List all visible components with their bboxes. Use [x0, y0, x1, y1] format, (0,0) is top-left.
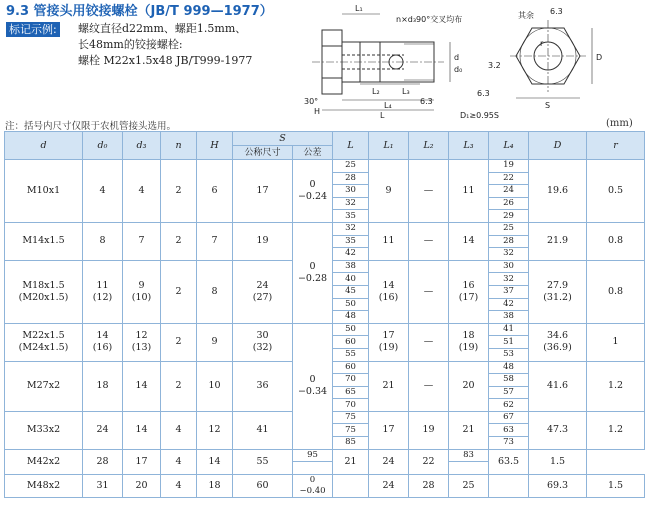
header-d: d — [5, 132, 83, 160]
cell-n: 2 — [161, 222, 197, 260]
marking-example — [78, 21, 252, 69]
table-row — [5, 449, 645, 462]
cell-d3 — [123, 323, 161, 361]
value-alt: (16) — [92, 342, 113, 354]
cell-l3: 14 — [449, 222, 489, 260]
header-l2: L₂ — [409, 132, 449, 160]
cell-dd: 63.5 — [489, 449, 529, 474]
header-l: L — [333, 132, 369, 160]
table-row — [5, 474, 645, 497]
cell-l4: 42 — [489, 298, 529, 311]
cell-l: 48 — [333, 311, 369, 324]
cell-s: 36 — [233, 361, 293, 411]
tol-lower: −0.34 — [297, 386, 328, 398]
cell-l: 30 — [333, 185, 369, 198]
bolt-spec-table — [4, 131, 645, 498]
cell-d3: 14 — [123, 361, 161, 411]
value-main: 14 — [96, 330, 109, 342]
value-main: 27.9 — [546, 279, 569, 291]
header-s: S — [233, 132, 333, 146]
cell-d0 — [83, 260, 123, 323]
cell-n: 2 — [161, 160, 197, 223]
cell-l1 — [369, 260, 409, 323]
cell-l3: 25 — [449, 474, 489, 497]
cell-dd: 19.6 — [529, 160, 587, 223]
cell-s: 55 — [233, 449, 293, 474]
cell-l4 — [489, 474, 529, 497]
value-main: M22x1.5 — [22, 330, 65, 342]
cell-l: 42 — [333, 248, 369, 261]
value-alt: (17) — [458, 291, 479, 303]
cell-r: 0.8 — [587, 260, 645, 323]
cell-h: 8 — [197, 260, 233, 323]
cell-d0: 8 — [83, 222, 123, 260]
cell-l: 35 — [333, 235, 369, 248]
cell-s-tolerance — [293, 222, 333, 323]
cell-l: 85 — [333, 437, 369, 450]
tol-upper: 0 — [309, 178, 316, 190]
cell-l: 70 — [333, 399, 369, 412]
tol-upper: 0 — [309, 374, 316, 386]
label-l4: L₄ — [384, 101, 392, 110]
cell-n: 2 — [161, 361, 197, 411]
cell-l2: — — [409, 260, 449, 323]
value-main: 14 — [382, 279, 395, 291]
marking-example-tag: 标记示例: — [6, 22, 60, 37]
cell-l: 45 — [333, 285, 369, 298]
cell-l: 32 — [333, 197, 369, 210]
cell-l: 35 — [333, 210, 369, 223]
value-main: M18x1.5 — [22, 279, 65, 291]
cell-l: 70 — [333, 374, 369, 387]
label-dd: D — [596, 53, 603, 62]
footnote: 注：括号内尺寸仅限于农机管接头选用。 — [5, 121, 177, 132]
cell-l: 28 — [333, 172, 369, 185]
header-dd: D — [529, 132, 587, 160]
label-d1-note: D₁≥0.95S — [460, 111, 499, 120]
tol-upper: 0 — [309, 474, 316, 485]
table-row — [5, 222, 645, 235]
cell-l: 25 — [333, 160, 369, 173]
cell-l4: 30 — [489, 260, 529, 273]
cell-l: 75 — [333, 424, 369, 437]
cell-s-tolerance — [293, 323, 333, 449]
cell-l4: 53 — [489, 348, 529, 361]
cell-h: 18 — [197, 474, 233, 497]
cell-h: 10 — [197, 361, 233, 411]
cell-l1: 21 — [333, 449, 369, 474]
cell-l4: 58 — [489, 374, 529, 387]
cell-h: 14 — [197, 449, 233, 474]
cell-l: 38 — [333, 260, 369, 273]
cell-l4: 37 — [489, 285, 529, 298]
cell-l3: 11 — [449, 160, 489, 223]
cell-l4: 25 — [489, 222, 529, 235]
cell-l1: 17 — [369, 411, 409, 449]
value-main: 18 — [462, 330, 475, 342]
cell-dd: 47.3 — [529, 411, 587, 449]
tol-lower: −0.40 — [299, 485, 326, 496]
tol-upper: 0 — [309, 260, 316, 272]
cell-l2: — — [409, 361, 449, 411]
cell-h: 6 — [197, 160, 233, 223]
label-h: H — [314, 107, 321, 116]
cell-l4: 29 — [489, 210, 529, 223]
cell-d0: 4 — [83, 160, 123, 223]
cell-l — [293, 462, 333, 475]
cell-d3: 17 — [123, 449, 161, 474]
cell-l: 50 — [333, 323, 369, 336]
cell-s-tolerance — [293, 160, 333, 223]
label-l1: L₁ — [355, 4, 363, 13]
cell-dd — [529, 323, 587, 361]
cell-s: 60 — [233, 474, 293, 497]
cell-l — [333, 474, 369, 497]
table-row — [5, 160, 645, 173]
cell-h: 9 — [197, 323, 233, 361]
cell-l: 50 — [333, 298, 369, 311]
cell-l3: 21 — [449, 411, 489, 449]
cell-d: M14x1.5 — [5, 222, 83, 260]
cell-dd: 41.6 — [529, 361, 587, 411]
cell-r: 1 — [587, 323, 645, 361]
cell-l1 — [369, 323, 409, 361]
header-h: H — [197, 132, 233, 160]
cell-l: 75 — [333, 411, 369, 424]
cell-l4: 67 — [489, 411, 529, 424]
cell-l1: 21 — [369, 361, 409, 411]
cell-s: 19 — [233, 222, 293, 260]
value-alt: (M24x1.5) — [18, 342, 69, 354]
cell-l1: 11 — [369, 222, 409, 260]
cell-d0: 24 — [83, 411, 123, 449]
header-l4: L₄ — [489, 132, 529, 160]
cell-l4: 83 — [449, 449, 489, 462]
cell-l: 65 — [333, 386, 369, 399]
header-l3: L₃ — [449, 132, 489, 160]
example-line-3: 螺栓 M22x1.5x48 JB/T999-1977 — [78, 54, 253, 67]
value-alt: (31.2) — [543, 291, 572, 303]
header-d3: d₃ — [123, 132, 161, 160]
value-main: 34.6 — [546, 330, 569, 342]
cell-l4: 57 — [489, 386, 529, 399]
cell-l4: 32 — [489, 248, 529, 261]
tol-lower: −0.24 — [297, 190, 328, 202]
cell-l2: — — [409, 222, 449, 260]
cell-r: 1.5 — [529, 449, 587, 474]
cell-h: 7 — [197, 222, 233, 260]
example-line-1: 螺纹直径d22mm、螺距1.5mm、 — [78, 22, 247, 35]
label-l: L — [380, 111, 385, 120]
cell-l2: 24 — [369, 449, 409, 474]
cell-l4: 19 — [489, 160, 529, 173]
cell-dd — [529, 260, 587, 323]
page-title: 9.3 管接头用铰接螺栓（JB/T 999—1977） — [6, 4, 273, 19]
cell-l4 — [449, 462, 489, 475]
header-d0: d₀ — [83, 132, 123, 160]
cell-s — [233, 323, 293, 361]
bolt-drawing — [300, 0, 645, 120]
cell-d3 — [123, 260, 161, 323]
cell-s: 41 — [233, 411, 293, 449]
cell-d — [5, 323, 83, 361]
cell-l3: 20 — [449, 361, 489, 411]
label-rough-c: 6.3 — [550, 7, 563, 16]
value-main: 16 — [462, 279, 475, 291]
cell-l: 95 — [293, 449, 333, 462]
cell-l1: 24 — [369, 474, 409, 497]
value-alt: (36.9) — [543, 342, 572, 354]
cell-n: 4 — [161, 411, 197, 449]
cell-l4: 51 — [489, 336, 529, 349]
label-l2: L₂ — [372, 87, 380, 96]
cell-l4: 28 — [489, 235, 529, 248]
cell-d0 — [83, 323, 123, 361]
value-main: 17 — [382, 330, 395, 342]
cell-l4: 32 — [489, 273, 529, 286]
label-rough-a: 6.3 — [420, 97, 433, 106]
cell-r: 0.5 — [587, 160, 645, 223]
label-r: r — [540, 39, 544, 48]
value-alt: (19) — [378, 342, 399, 354]
cell-d: M27x2 — [5, 361, 83, 411]
cell-d0: 28 — [83, 449, 123, 474]
cell-l4: 41 — [489, 323, 529, 336]
cell-dd: 69.3 — [529, 474, 587, 497]
cell-s-tolerance — [293, 474, 333, 497]
value-alt: (16) — [378, 291, 399, 303]
label-rough-d: 3.2 — [488, 61, 501, 70]
cell-d3: 4 — [123, 160, 161, 223]
value-main: 24 — [256, 279, 269, 291]
value-alt: (19) — [458, 342, 479, 354]
cell-r: 1.2 — [587, 411, 645, 449]
cell-l3: 22 — [409, 449, 449, 474]
cell-l3 — [449, 260, 489, 323]
header-n: n — [161, 132, 197, 160]
cell-d3: 14 — [123, 411, 161, 449]
cell-l: 32 — [333, 222, 369, 235]
header-s-tolerance: 公差 — [293, 146, 333, 160]
value-main: 30 — [256, 330, 269, 342]
cell-d: M42x2 — [5, 449, 83, 474]
cell-l: 40 — [333, 273, 369, 286]
label-d0: d₀ — [454, 65, 463, 74]
label-rough-b: 6.3 — [477, 89, 490, 98]
example-line-2: 长48mm的铰接螺栓: — [78, 38, 183, 51]
header-r: r — [587, 132, 645, 160]
cell-n: 4 — [161, 474, 197, 497]
cell-l4: 38 — [489, 311, 529, 324]
cell-s: 17 — [233, 160, 293, 223]
tol-lower: −0.28 — [297, 272, 328, 284]
label-other: 其余 — [518, 11, 534, 20]
cell-l: 55 — [333, 348, 369, 361]
cell-d: M10x1 — [5, 160, 83, 223]
value-alt: (10) — [131, 291, 152, 303]
cell-d: M48x2 — [5, 474, 83, 497]
cell-l4: 26 — [489, 197, 529, 210]
value-alt: (M20x1.5) — [18, 291, 69, 303]
cell-l4: 73 — [489, 437, 529, 450]
value-main: 12 — [135, 330, 148, 342]
cell-l2: 28 — [409, 474, 449, 497]
unit-label: (mm) — [606, 118, 633, 129]
cell-l1: 9 — [369, 160, 409, 223]
cell-l2: — — [409, 323, 449, 361]
cell-d0: 18 — [83, 361, 123, 411]
cell-d3: 20 — [123, 474, 161, 497]
cell-d — [5, 260, 83, 323]
cell-l4: 24 — [489, 185, 529, 198]
label-30deg: 30° — [304, 97, 319, 106]
cell-l4: 63 — [489, 424, 529, 437]
header-l1: L₁ — [369, 132, 409, 160]
cell-n: 4 — [161, 449, 197, 474]
label-l3: L₃ — [402, 87, 410, 96]
value-alt: (27) — [252, 291, 273, 303]
value-alt: (12) — [92, 291, 113, 303]
cell-n: 2 — [161, 260, 197, 323]
cell-s — [233, 260, 293, 323]
cell-l3 — [449, 323, 489, 361]
cell-l2: 19 — [409, 411, 449, 449]
cell-r: 1.5 — [587, 474, 645, 497]
cell-h: 12 — [197, 411, 233, 449]
cell-d: M33x2 — [5, 411, 83, 449]
label-d: d — [454, 53, 460, 62]
value-main: 9 — [138, 279, 145, 291]
cell-l4: 62 — [489, 399, 529, 412]
table-row — [5, 323, 645, 336]
label-s: S — [545, 101, 551, 110]
label-n-d3: n×d₃90°交叉均布 — [396, 15, 463, 24]
cell-l: 60 — [333, 361, 369, 374]
header-s-nominal: 公称尺寸 — [233, 146, 293, 160]
cell-l4: 22 — [489, 172, 529, 185]
cell-d0: 31 — [83, 474, 123, 497]
cell-n: 2 — [161, 323, 197, 361]
value-alt: (13) — [131, 342, 152, 354]
cell-d3: 7 — [123, 222, 161, 260]
cell-r: 0.8 — [587, 222, 645, 260]
cell-r: 1.2 — [587, 361, 645, 411]
cell-l: 60 — [333, 336, 369, 349]
value-alt: (32) — [252, 342, 273, 354]
cell-l4: 48 — [489, 361, 529, 374]
cell-dd: 21.9 — [529, 222, 587, 260]
cell-l2: — — [409, 160, 449, 223]
value-main: 11 — [96, 279, 109, 291]
